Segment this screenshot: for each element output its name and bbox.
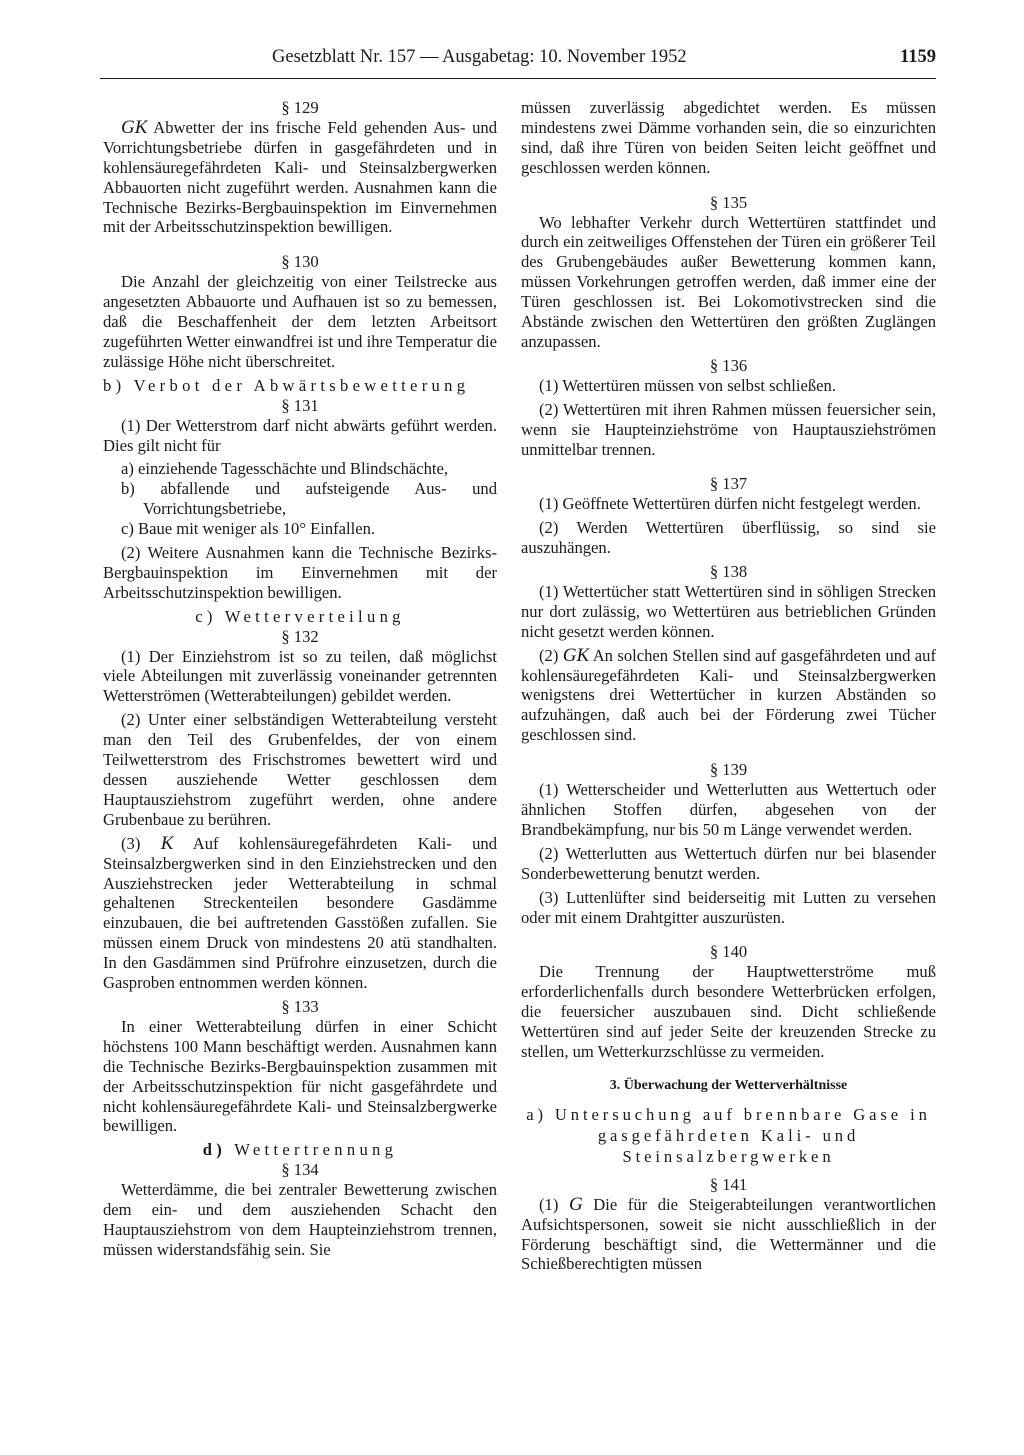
section-130-text: Die Anzahl der gleichzeitig von einer Teilstrecke aus angesetzten Abbauorte und Aufhauen ist so zu bemessen, daß die Beschaffenheit der dem letzten Arbeitsort zugeführten Wetter einwandfrei ist und ihre Temperatur die zulässige Höhe nicht überschreitet.	[103, 272, 497, 371]
left-column	[103, 98, 497, 1264]
right-column	[521, 98, 936, 1278]
section-129-body: Abwetter der ins frische Feld gehenden Aus- und Vorrichtungsbetriebe dürfen in gasgefährdeten und in kohlensäuregefährdeten Kali- und Steinsalzbergwerken Abbauorten nicht zugeführt werden. Ausnahmen kann die Technische Bezirks-Bergbauinspektion im Einvernehmen mit der Arbeitsschutzinspektion bewilligen.	[103, 117, 497, 237]
paragraph-number: (2)	[539, 645, 559, 665]
section-138-title: § 138	[709, 562, 748, 582]
header-title: Gesetzblatt Nr. 157 — Ausgabetag: 10. November 1952	[272, 47, 687, 67]
section-141-body: Die für die Steigerabteilungen verantwortlichen Aufsichtspersonen, soweit sie nicht ausschließlich in der Förderung beschäftigt sind, die Wettermänner und die Schießberechtigten müssen	[521, 1194, 936, 1274]
section-138-p2-body: An solchen Stellen sind auf gasgefährdeten und auf kohlensäuregefährdeten Kali- und Steinsalzbergwerken wenigstens drei Wettertücher in kurzen Abständen so aufzuhängen, daß auch bei der Förderung zwei Tücher geschlossen sind.	[521, 645, 936, 745]
section-135-text: Wo lebhafter Verkehr durch Wettertüren stattfindet und durch ein zeitweiliges Offenstehen der Türen ein größerer Teil des Grubengebäudes außer Bewetterung kommen kann, müssen Vorkehrungen getroffen werden, daß immer eine der Türen geschlossen ist. Bei Lokomotivstrecken sind die Abstände zwischen den Wettertüren den größten Zuglängen anzupassen.	[521, 212, 936, 351]
section-134-continuation: müssen zuverlässig abgedichtet werden. Es müssen mindestens zwei Dämme vorhanden sein, die so einzurichten sind, daß ihre Türen von beiden Seiten leicht geöffnet und geschlossen werden können.	[521, 98, 936, 177]
section-133-title: § 133	[281, 996, 319, 1016]
section-140-title: § 140	[709, 942, 748, 962]
section-129-text	[103, 118, 497, 237]
gk-mark: GK	[562, 644, 590, 666]
g-mark: G	[568, 1193, 583, 1215]
page-number: 1159	[900, 47, 936, 67]
list-item: b) abfallende und aufsteigende Aus- und Vorrichtungsbetriebe,	[121, 479, 497, 519]
heading-c: c) Wetterverteilung	[195, 606, 405, 626]
section-134-text: Wetterdämme, die bei zentraler Bewetterung zwischen dem ein- und dem ausziehenden Schacht den Hauptausziehstrom von dem Haupteinziehstrom trennen, müssen widerstandsfähig sein. Sie	[103, 1180, 497, 1259]
section-141-title: § 141	[709, 1174, 748, 1194]
gk-mark: GK	[121, 116, 148, 138]
section-136-title: § 136	[709, 355, 748, 375]
section-131-list	[103, 459, 497, 539]
section-138-p2	[521, 646, 936, 746]
heading-d	[103, 1140, 497, 1160]
section-134-title: § 134	[281, 1160, 319, 1180]
section-141-text	[521, 1195, 936, 1275]
section-138-p1: (1) Wettertücher statt Wettertüren sind in söhligen Strecken nur dort zulässig, wo Wettertüren aus betrieblichen Gründen nicht gesetzt werden können.	[521, 581, 936, 641]
section-129-title: § 129	[281, 98, 319, 117]
section-132-p3	[103, 834, 497, 993]
section-131-p1: (1) Der Wetterstrom darf nicht abwärts geführt werden. Dies gilt nicht für	[103, 415, 497, 455]
section-140-text: Die Trennung der Hauptwetterströme muß erforderlichenfalls durch besondere Wetterbrücken erfolgen, die feuersicher auszubauen sind. Dicht schließende Wettertüren sind auf jeder Seite der kreuzenden Strecke zu stellen, um Wetterkurzschlüsse zu vermeiden.	[521, 962, 936, 1061]
page-header	[100, 44, 936, 79]
section-139-p3: (3) Luttenlüfter sind beiderseitig mit Lutten zu versehen oder mit einem Drahtgitter auszurüsten.	[521, 887, 936, 927]
list-item: c) Baue mit weniger als 10° Einfallen.	[121, 519, 376, 539]
section-132-p1: (1) Der Einziehstrom ist so zu teilen, daß möglichst viele Abteilungen mit zuverlässig voneinander getrennten Wetterströmen (Wetterabteilungen) gebildet werden.	[103, 646, 497, 706]
section-137-p1: (1) Geöffnete Wettertüren dürfen nicht festgelegt werden.	[539, 494, 921, 514]
subsection-heading-a: a) Untersuchung auf brennbare Gase in gasgefährdeten Kali- und Steinsalzbergwerken	[526, 1104, 931, 1166]
section-133-text: In einer Wetterabteilung dürfen in einer Schicht höchstens 100 Mann beschäftigt werden. Ausnahmen kann die Technische Bezirks-Bergbauinspektion zusammen mit der Arbeitsschutzinspektion für nicht gasgefährdete und nicht kohlensäuregefährdete Kali- und Steinsalzbergwerke bewilligen.	[103, 1016, 497, 1136]
paragraph-number: (3)	[121, 833, 141, 853]
section-136-p2: (2) Wettertüren mit ihren Rahmen müssen feuersicher sein, wenn sie Haupteinziehströme von Hauptausziehströmen unmittelbar trennen.	[521, 399, 936, 459]
section-139-title: § 139	[709, 760, 748, 780]
section-136-p1: (1) Wettertüren müssen von selbst schließen.	[539, 375, 836, 395]
paragraph-number: (1)	[539, 1194, 559, 1214]
k-mark: K	[160, 832, 174, 854]
list-item: a) einziehende Tagesschächte und Blindschächte,	[121, 459, 449, 479]
section-131-p2: (2) Weitere Ausnahmen kann die Technische Bezirks-Bergbauinspektion im Einvernehmen mit der Arbeitsschutzinspektion bewilligen.	[103, 543, 497, 602]
subsection-heading-3: 3. Überwachung der Wetterverhältnisse	[609, 1077, 848, 1093]
section-135-title: § 135	[709, 192, 748, 212]
section-132-title: § 132	[281, 626, 319, 646]
heading-d-letter: d)	[202, 1140, 227, 1160]
section-137-p2: (2) Werden Wettertüren überflüssig, so sind sie auszuhängen.	[521, 518, 936, 558]
section-139-p1: (1) Wetterscheider und Wetterlutten aus Wettertuch oder ähnlichen Stoffen dürfen, abgesehen von der Brandbekämpfung, nur bis 50 m Länge verwendet werden.	[521, 780, 936, 839]
section-132-p3-body: Auf kohlensäuregefährdeten Kali- und Steinsalzbergwerken sind in den Einziehstrecken und den Ausziehstrecken jeder Wetterabteilung in schmal gehaltenen Streckenteilen besondere Gasdämme einzubauen, die bei auftretenden Gasstößen zufallen. Sie müssen einem Druck von mindestens 20 atü standhalten. In den Gasdämmen sind Prüfrohre einzusetzen, durch die Gasproben entnommen werden können.	[103, 833, 497, 993]
heading-d-label: Wettertrennung	[234, 1140, 398, 1160]
heading-b: b) Verbot der Abwärtsbewetterung	[103, 375, 470, 395]
section-137-title: § 137	[709, 474, 748, 494]
section-139-p2: (2) Wetterlutten aus Wettertuch dürfen nur bei blasender Sonderbewetterung benutzt werden.	[521, 843, 936, 883]
section-132-p2: (2) Unter einer selbständigen Wetterabteilung versteht man den Teil des Grubenfeldes, der von einem Teilwetterstrom des Frischstromes bewettert wird und dessen ausziehende Wetter geschlossen dem Hauptausziehstrom zugeführt werden, ohne andere Grubenbaue zu berühren.	[103, 710, 497, 829]
section-131-title: § 131	[281, 395, 319, 415]
section-130-title: § 130	[281, 252, 319, 272]
